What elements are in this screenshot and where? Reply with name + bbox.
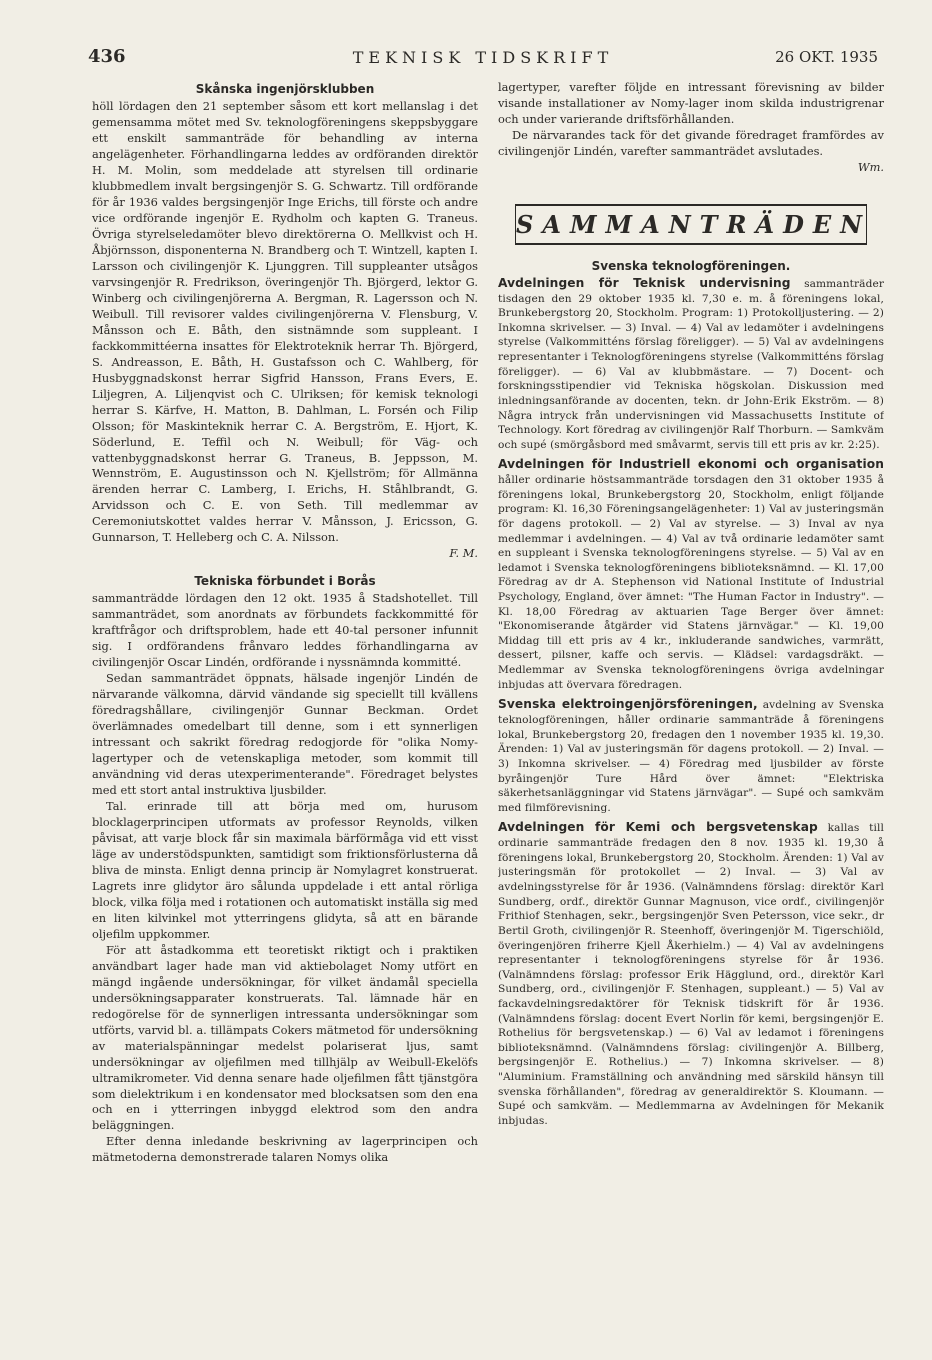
section-title-skanska: Skånska ingenjörsklubben <box>195 82 375 96</box>
signature: F. M. <box>449 546 478 561</box>
notice-item <box>498 696 884 815</box>
paragraph: De närvarandes tack för det givande föredraget framfördes av civilingenjör Lindén, varefter sammanträdet avslutades. <box>498 127 884 158</box>
issue-date: 26 OKT. 1935 <box>775 48 878 66</box>
paragraph: lagertyper, varefter följde en intressant förevisning av bilder visande installationer av Nomy-lager inom skilda industrigrenar och under varierande driftsförhållanden. <box>498 80 884 126</box>
notice-body: håller ordinarie höstsammanträde torsdagen den 31 oktober 1935 å föreningens lokal, Brunkebergstorg 20, Stockholm, enligt följande program: Kl. 16,30 Föreningsangelägenheter: 1) Val av justeringsmän för dagens protokoll. — 2) Val av styrelse. — 3) Inval av nya medlemmar i avdelningen. — 4) Val av två ordinarie ledamöter samt en suppleant i Svenska teknologföreningens styrelse. — 5) Val av en ledamot i Svenska teknologföreningens biblioteksnämnd. — Kl. 17,00 Föredrag av dr A. Stephenson vid National Institute of Industrial Psychology, England, över ämnet: "The Human Factor in Industry". — Kl. 18,00 Föredrag av aktuarien Tage Berger över ämnet: "Ekonomiserande åtgärder vid Statens järnvägar." — Kl. 19,00 Middag till ett pris av 4 kr., inkluderande sandwiches, varmrätt, dessert, pilsner, kaffe och servis. — Klädsel: vardagsdräkt. — Medlemmar av Svenska teknologföreningens övriga avdelningar inbjudas att övervara föredragen. <box>498 474 884 691</box>
notice-body: kallas till ordinarie sammanträde fredagen den 8 nov. 1935 kl. 19,30 å föreningens lokal, Brunkebergstorg 20, Stockholm. Ärenden: 1) Val av justeringsmän för protokollet — 2) Inval. — 3) Val av avdelningsstyrelse för år 1936. (Valnämndens förslag: direktör Karl Sundberg, ordf., direktör Gunnar Magnuson, vice ordf., civilingenjör Frithiof Stenhagen, sekr., bergsingenjör Sven Petersson, vice sekr., dr Bertil Groth, civilingenjör R. Steenhoff, överingenjör M. Tigerschiöld, överingenjören friherre Kjell Åkerhielm.) — 4) Val av avdelningens representanter i teknologföreningens styrelse för år 1936. (Valnämndens förslag: professor Erik Hägglund, ord., direktör Karl Sundberg, ord., civilingenjör F. Stenhagen, suppleant.) — 5) Val av fackavdelningsredaktörer för Teknisk tidskrift för år 1936. (Valnämndens förslag: docent Evert Norlin för kemi, bergsingenjör E. Rothelius för bergsvetenskap.) — 6) Val av ledamot i föreningens biblioteksnämnd. (Valnämndens förslag: civilingenjör A. Billberg, bergsingenjör E. Rothelius.) — 7) Inkomna skrivelser. — 8) "Aluminium. Framställning och användning med särskild hänsyn till svenska förhållanden", föredrag av generaldirektör S. Kloumann. — Supé och samkväm. — Medlemmarna av Avdelningen för Mekanik inbjudas. <box>498 822 884 1127</box>
page-header <box>88 46 878 70</box>
paragraph: Sedan sammanträdet öppnats, hälsade ingenjör Lindén de närvarande välkomna, därvid vändande sig speciellt till kvällens föredragshållare, civilingenjör Gunnar Beckman. Ordet överlämnades omedelbart till denne, som i ett synnerligen intressant och sakrikt föredrag redogjorde för "olika Nomy-lagertyper och de vetenskapliga metoder, som kommit till användning vid deras utexperimenterande". Föredraget belystes med ett stort antal instruktiva ljusbilder. <box>92 671 478 798</box>
journal-title: TEKNISK TIDSKRIFT <box>352 48 614 67</box>
page-number: 436 <box>88 46 126 67</box>
signature-line <box>92 546 478 562</box>
notice-lead: Svenska elektroingenjörsföreningen, <box>498 697 758 712</box>
right-column <box>498 80 884 1128</box>
notice-lead: Avdelningen för Industriell ekonomi och organisation <box>498 457 884 472</box>
spacer <box>92 562 478 572</box>
notice-item <box>498 456 884 692</box>
notice-item <box>498 275 884 453</box>
left-column <box>92 80 478 1166</box>
paragraph: Efter denna inledande beskrivning av lagerprincipen och mätmetoderna demonstrerade talaren Nomys olika <box>92 1134 478 1165</box>
section-banner-sammantraden: SAMMANTRÄDEN <box>515 204 867 245</box>
paragraph: För att åstadkomma ett teoretiskt riktigt och i praktiken användbart lager hade man vid aktiebolaget Nomy utfört en mängd ingående undersökningar, för vilket ändamål speciella undersökningsapparater konstruerats. Tal. lämnade här en redogörelse för de synnerligen intressanta undersökningar som utförts, varvid bl. a. tillämpats Cokers mätmetod för undersökning av materialspänningar medelst polariserat ljus, samt undersökningar av oljefilmen med tillhjälp av Weibull-Ekelöfs ultramikrometer. Vid denna senare hade oljefilmen fått tjänstgöra som dielektrikum i en kondensator med blocksatsen som den ena och en i ytterringen inbyggd elektrod som den andra beläggningen. <box>92 942 478 1133</box>
paragraph: Tal. erinrade till att börja med om, hurusom blocklagerprincipen utformats av professor Reynolds, vilken påvisat, att varje block får sin maximala bärförmåga vid ett visst läge av understödspunkten, samtidigt som friktionsförlusterna då bliva de minsta. Enligt denna princip är Nomylagret konstruerat. Lagrets inre glidytor äro sålunda uppdelade i ett antal rörliga block, vilka följa med i rotationen och automatiskt inställa sig med en liten kilvinkel mot ytterringens glidyta, så att en bärande oljefilm uppkommer. <box>92 799 478 941</box>
section-title-boras: Tekniska förbundet i Borås <box>194 574 376 589</box>
signature: Wm. <box>857 159 884 174</box>
subsection-title: Svenska teknologföreningen. <box>591 258 791 273</box>
paragraph: höll lördagen den 21 september såsom ett kort mellanslag i det gemensamma mötet med Sv. teknologföreningens skeppsbyggare ett enskilt sammanträde för behandling av interna angelägenheter. Förhandlingarna leddes av ordföranden direktör H. M. Molin, som meddelade att styrelsen till ordinarie klubbmedlem invalt bergsingenjör S. G. Schwartz. Till ordförande för år 1936 valdes bergsingenjör Inge Erichs, till förste och andre vice ordförande ingenjör E. Rydholm och kapten G. Traneus. Övriga styrelseledamöter blevo direktörerna O. Mellkvist och H. Åbjörnsson, disponenterna N. Brandberg och T. Wintzell, kapten I. Larsson och civilingenjör K. Ljunggren. Till suppleanter utsågos varvsingenjör R. Fredrikson, överingenjör Th. Björgerd, lektor G. Winberg och civilingenjörerna A. Bergman, R. Lagersson och N. Weibull. Till revisorer valdes civilingenjörerna V. Flensburg, V. Månsson och E. Båth, den sistnämnde som suppleant. I fackkommittéerna insattes för Elektroteknik herrar Th. Björgerd, S. Andreasson, E. Båth, H. Gustafsson och C. Wahlberg, för Husbyggnadskonst herrar Sigfrid Hansson, Frans Evers, E. Liljegren, A. Liljenqvist och C. Ulriksen; för kemisk teknologi herrar S. Kärfve, H. Matton, B. Dahlman, L. Forsén och Filip Olsson; för Maskinteknik herrar C. A. Bergström, E. Hjort, K. Söderlund, E. Teffil och N. Weibull; för Väg- och vattenbyggnadskonst herrar G. Traneus, B. Jeppsson, M. Wennström, E. Augustinsson och N. Kjellström; för Allmänna ärenden herrar C. Lamberg, I. Erichs, H. Ståhlbrandt, G. Arvidsson och C. E. von Seth. Till medlemmar av Ceremoniutskottet valdes herrar V. Månsson, J. Ericsson, G. Gunnarson, T. Helleberg och C. A. Nilsson. <box>92 99 478 545</box>
notice-body: sammanträder tisdagen den 29 oktober 1935 kl. 7,30 e. m. å föreningens lokal, Brunkebergstorg 20, Stockholm. Program: 1) Protokolljustering. — 2) Inkomna skrivelser. — 3) Inval. — 4) Val av ledamöter i avdelningens styrelse (Valkommitténs förslag föreligger). — 5) Val av avdelningens representanter i Teknologföreningens styrelse (Valkommitténs förslag föreligger). — 6) Val av klubbmästare. — 7) Docent- och forskningsstipendier vid Tekniska högskolan. Diskussion med inledningsanförande av docenten, tekn. dr John-Erik Ekström. — 8) Några intryck från undervisningen vid Massachusetts Institute of Technology. Kort föredrag av civilingenjör Ralf Thorburn. — Samkväm och supé (smörgåsbord med småvarmt, servis till ett pris av kr. 2:25). <box>498 277 884 451</box>
notice-lead: Avdelningen för Teknisk undervisning <box>498 275 791 290</box>
notice-item <box>498 819 884 1128</box>
notice-body: avdelning av Svenska teknologföreningen, håller ordinarie sammanträde å föreningens lokal, Brunkebergstorg 20, fredagen den 1 november 1935 kl. 19,30. Ärenden: 1) Val av justeringsmän för dagens protokoll. — 2) Inval. — 3) Inkomna skrivelser. — 4) Föredrag med ljusbilder av förste byråingenjör Ture Hård över ämnet: "Elektriska säkerhetsanläggningar vid Statens järnvägar". — Supé och samkväm med filmförevisning. <box>498 699 884 814</box>
signature-line <box>498 160 884 176</box>
paragraph: sammanträdde lördagen den 12 okt. 1935 å Stadshotellet. Till sammanträdet, som anordnats av förbundets fackkommitté för kraftfrågor och driftsproblem, hade ett 40-tal personer infunnit sig. I ordförandens frånvaro leddes förhandlingarna av civilingenjör Oscar Lindén, ordförande i nyssnämnda kommitté. <box>92 591 478 670</box>
notice-lead: Avdelningen för Kemi och bergsvetenskap <box>498 820 818 835</box>
